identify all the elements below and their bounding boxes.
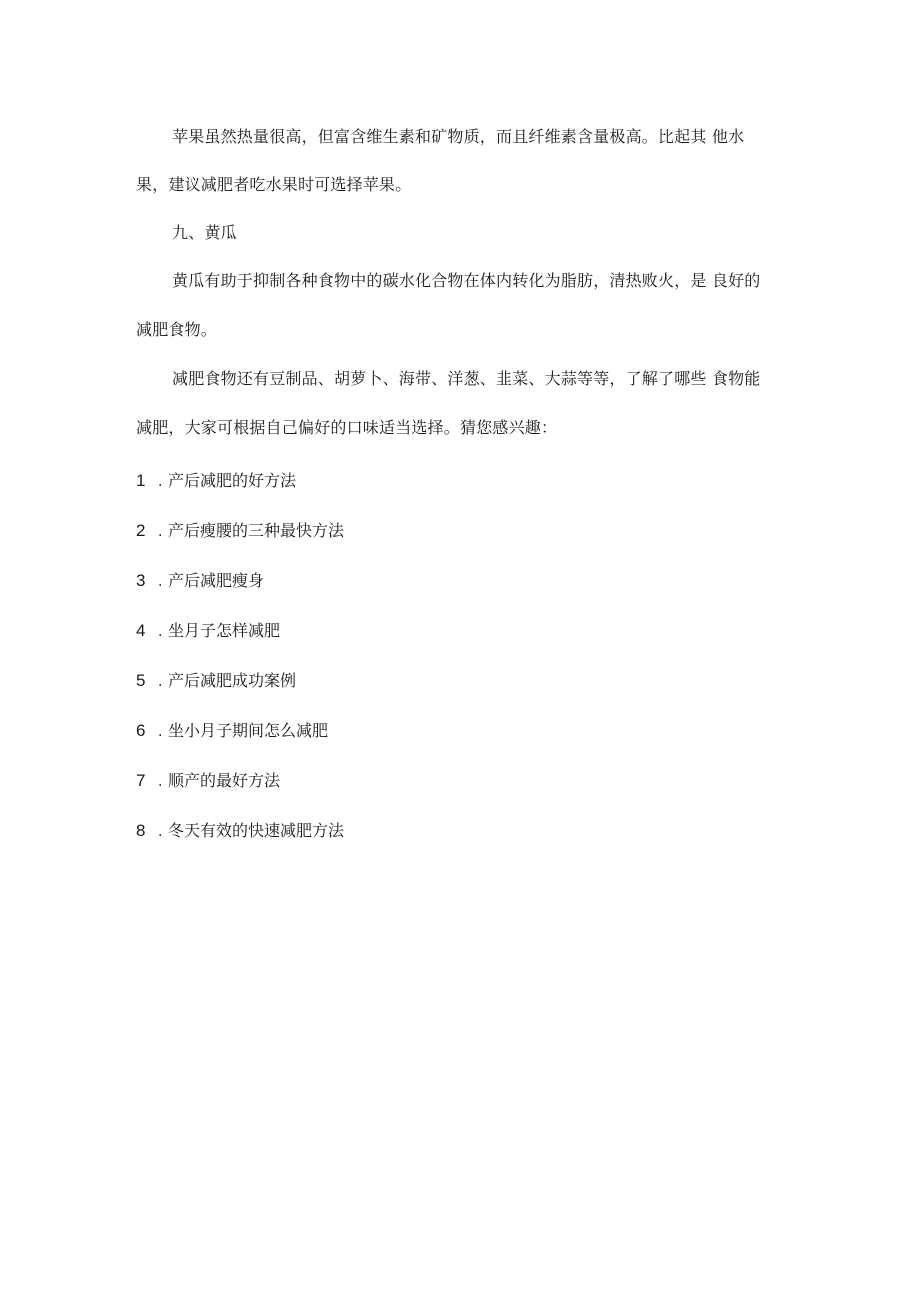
list-number: 7: [136, 771, 146, 790]
related-list-item[interactable]: [136, 721, 328, 742]
list-number: 2: [136, 521, 146, 540]
related-list-item[interactable]: [136, 571, 264, 592]
related-list-item[interactable]: [136, 621, 280, 642]
list-number: 6: [136, 721, 146, 740]
list-separator: .: [158, 624, 163, 640]
list-separator: .: [158, 674, 163, 690]
related-list-item[interactable]: [136, 671, 296, 692]
paragraph-apple-line-1: 苹果虽然热量很高，但富含维生素和矿物质，而且纤维素含量极高。比起其 他水: [172, 127, 745, 146]
list-separator: .: [158, 574, 163, 590]
list-separator: .: [158, 524, 163, 540]
related-list-item[interactable]: [136, 521, 344, 542]
paragraph-apple-line-2: 果，建议减肥者吃水果时可选择苹果。: [136, 175, 412, 194]
related-list-item[interactable]: [136, 821, 344, 842]
list-item-text: 顺产的最好方法: [168, 771, 281, 790]
list-item-text: 坐月子怎样减肥: [168, 621, 281, 640]
related-list-item[interactable]: [136, 771, 280, 792]
list-number: 8: [136, 821, 146, 840]
list-item-text: 产后减肥成功案例: [168, 671, 297, 690]
section-heading-cucumber: 九、黄瓜: [172, 223, 237, 242]
list-number: 5: [136, 671, 146, 690]
paragraph-others-line-2: 减肥，大家可根据自己偏好的口味适当选择。猜您感兴趣：: [136, 418, 558, 437]
list-number: 1: [136, 471, 146, 490]
list-item-text: 产后瘦腰的三种最快方法: [168, 521, 345, 540]
list-separator: .: [158, 474, 163, 490]
list-item-text: 冬天有效的快速减肥方法: [168, 821, 345, 840]
paragraph-others-line-1: 减肥食物还有豆制品、胡萝卜、海带、洋葱、韭菜、大蒜等等，了解了哪些 食物能: [172, 369, 761, 388]
list-item-text: 产后减肥瘦身: [168, 571, 265, 590]
list-separator: .: [158, 774, 163, 790]
list-item-text: 坐小月子期间怎么减肥: [168, 721, 329, 740]
list-item-text: 产后减肥的好方法: [168, 471, 297, 490]
paragraph-cucumber-line-1: 黄瓜有助于抑制各种食物中的碳水化合物在体内转化为脂肪，清热败火，是 良好的: [172, 271, 761, 290]
list-number: 4: [136, 621, 146, 640]
list-number: 3: [136, 571, 146, 590]
list-separator: .: [158, 824, 163, 840]
list-separator: .: [158, 724, 163, 740]
paragraph-cucumber-line-2: 减肥食物。: [136, 320, 218, 339]
related-list-item[interactable]: [136, 471, 296, 492]
